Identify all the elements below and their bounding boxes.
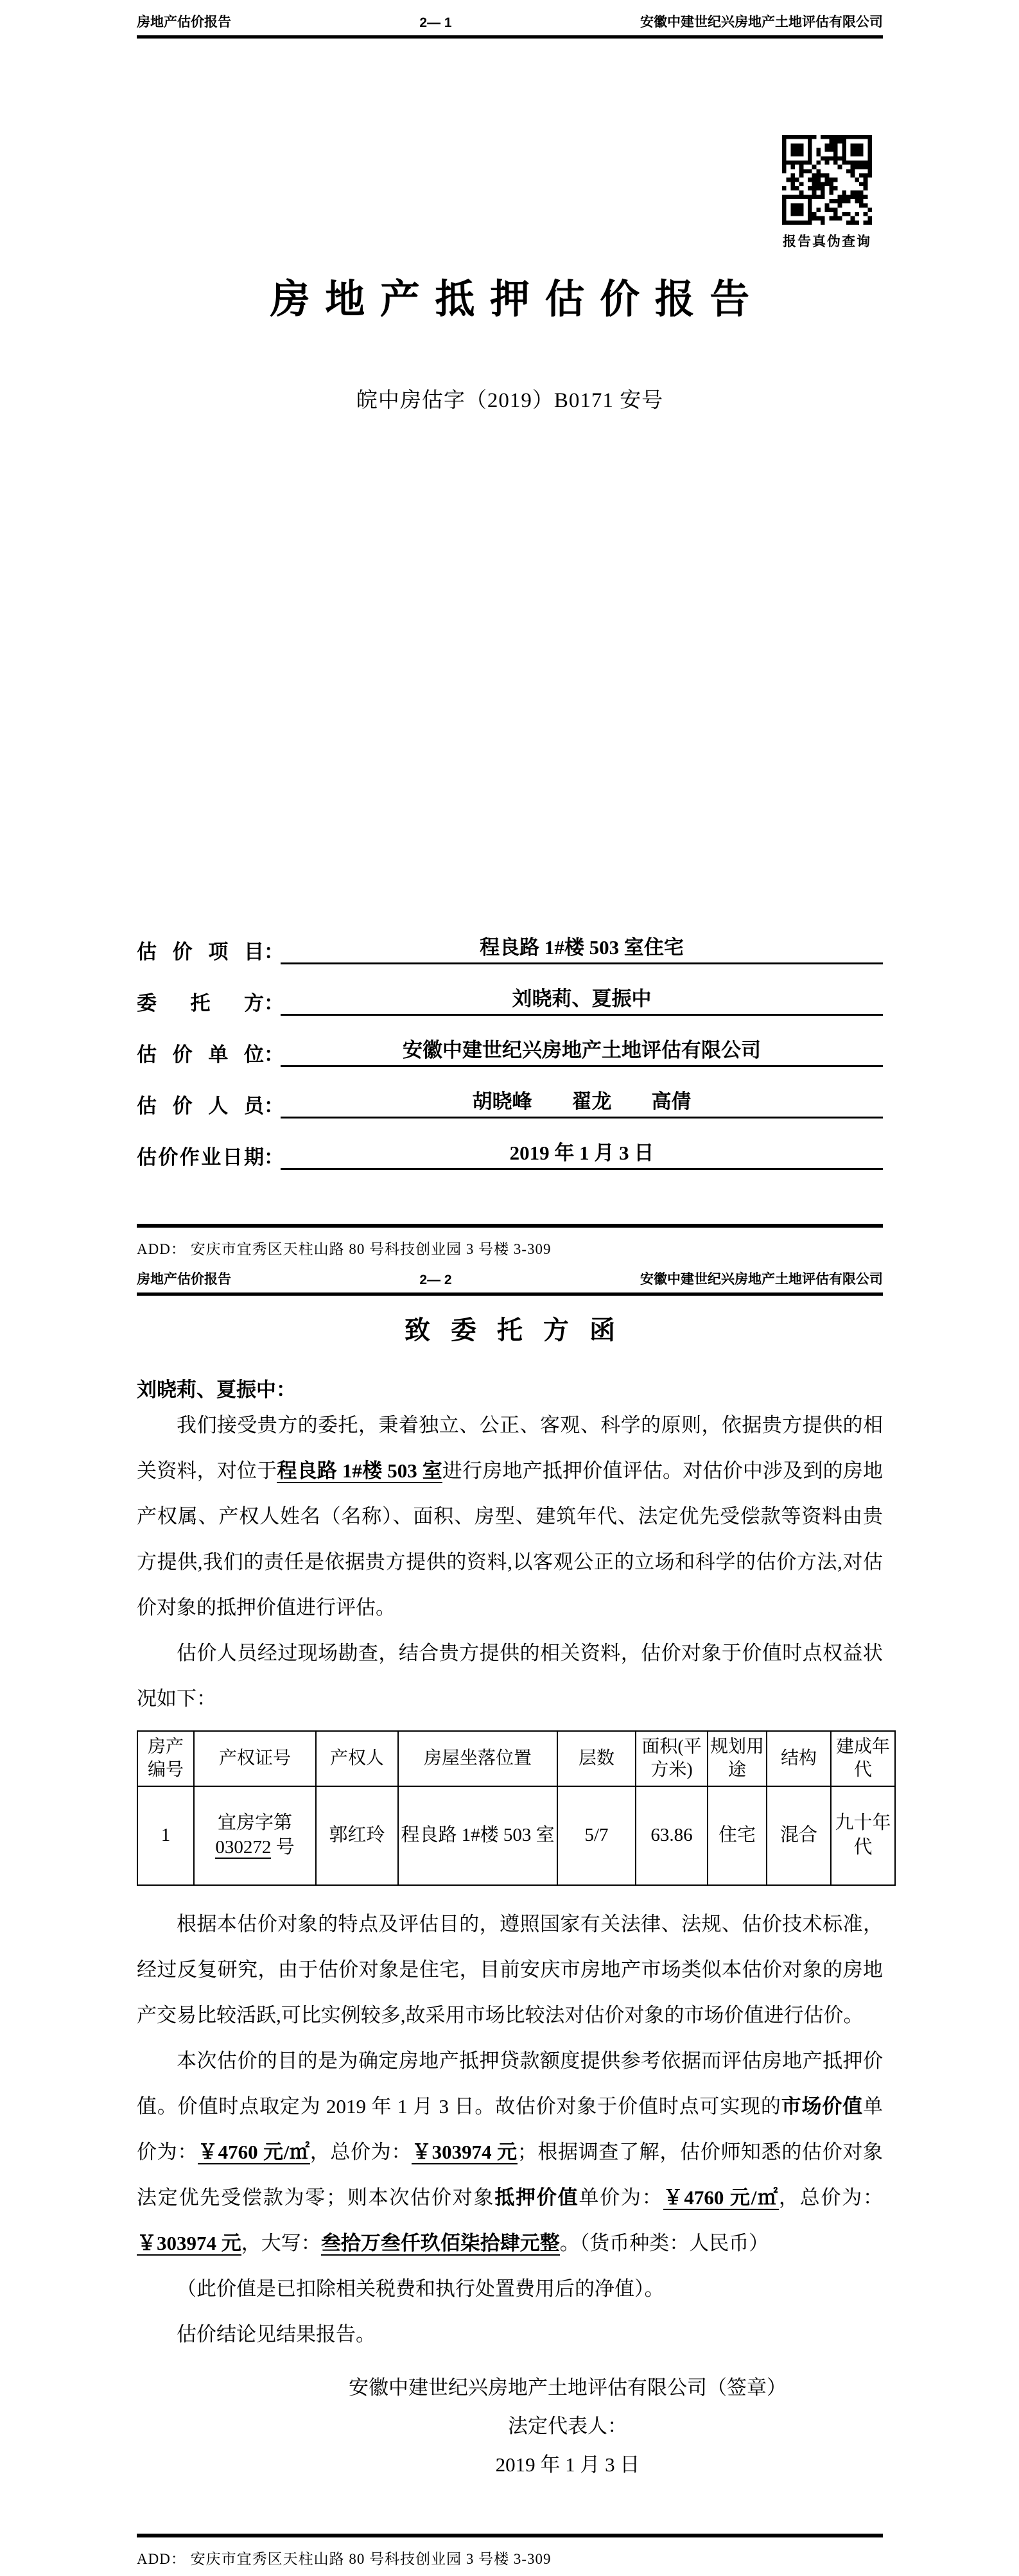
footer-address-2: ADD： 安庆市宜秀区天柱山路 80 号科技创业园 3 号楼 3-309	[137, 2551, 552, 2567]
table-header-cell: 产权人	[316, 1731, 398, 1786]
field-value: 胡晓峰 翟龙 高倩	[281, 1085, 883, 1118]
text-run: 混合	[779, 1825, 817, 1846]
page-header-1	[137, 0, 883, 31]
text-run: （此价值是已扣除相关税费和执行处置费用后的净值）。	[177, 2277, 665, 2300]
letter-paragraph	[137, 2311, 883, 2357]
letter-paragraph	[137, 2038, 883, 2266]
table-header-cell: 结构	[767, 1731, 831, 1786]
text-run: 叁拾万叁仟玖佰柒拾肆元整	[320, 2232, 560, 2254]
table-header-cell: 产权证号	[194, 1731, 316, 1786]
cover-field-row	[137, 1034, 883, 1067]
text-run: 根据本估价对象的特点及评估目的，遵照国家有关法律、法规、估价技术标准，经过反复研究，由于估价对象是住宅，目前安庆市房地产市场类似本估价对象的房地产交易比较活跃,可比实例较多,故采用市场比较法对估价对象的市场价值进行估价。	[137, 1913, 883, 2026]
text-run: 单价为：	[579, 2186, 663, 2209]
cover-field-row	[137, 1136, 883, 1170]
letter-paragraph	[137, 2266, 883, 2311]
letter-title: 致委托方函	[405, 1316, 636, 1345]
field-value: 程良路 1#楼 503 室住宅	[281, 931, 883, 964]
field-label: 估价项目	[137, 941, 264, 963]
text-run: 本次估价的目的是为确定房地产抵押贷款额度提供参考依据而评估房地产抵押价值。价值时点取定为 2019 年 1 月 3 日。故估价对象于价值时点可实现的	[137, 2049, 883, 2118]
table-cell	[708, 1786, 767, 1885]
field-label: 估价作业日期	[137, 1146, 264, 1169]
footer-address-1: ADD： 安庆市宜秀区天柱山路 80 号科技创业园 3 号楼 3-309	[137, 1241, 552, 1257]
text-run: 号	[271, 1837, 295, 1858]
text-run: ，大写：	[241, 2232, 321, 2254]
closing-company: 安徽中建世纪兴房地产土地评估有限公司（签章）	[349, 2376, 787, 2399]
field-colon: ：	[264, 1146, 284, 1169]
table-header-cell: 层数	[557, 1731, 636, 1786]
property-table	[137, 1730, 896, 1886]
text-run: 我们接受贵方的委托，秉着独立、公正、客观、科学的原则，依据贵方提供的相关资料，对位于	[137, 1414, 883, 1482]
text-run: 估价人员经过现场勘查，结合贵方提供的相关资料，估价对象于价值时点权益状况如下：	[137, 1642, 883, 1710]
text-run: 5/7	[584, 1825, 609, 1846]
text-run: 市场价值	[781, 2095, 864, 2118]
qr-block	[779, 135, 875, 250]
text-run: ￥4760 元/㎡	[198, 2141, 310, 2163]
field-value: 2019 年 1 月 3 日	[281, 1136, 883, 1170]
text-run: ；根据调查了解，估价师知悉的估价对象法定优先受偿款为零；则本次估价对象	[137, 2141, 884, 2209]
qr-label: 报告真伪查询	[783, 234, 871, 249]
letter-salutation: 刘晓莉、夏振中：	[137, 1379, 296, 1401]
header-rule-1	[137, 35, 883, 39]
header-page-number: 2— 2	[419, 1273, 452, 1287]
text-run: ￥4760 元/㎡	[663, 2186, 779, 2209]
text-run: 。（货币种类：人民币）	[559, 2232, 769, 2254]
text-run: ￥303974 元	[137, 2232, 241, 2254]
text-run: ，总价为：	[309, 2141, 412, 2163]
table-cell	[398, 1786, 557, 1885]
table-header-cell: 房产编号	[137, 1731, 194, 1786]
qr-code	[782, 135, 872, 225]
table-cell	[557, 1786, 636, 1885]
text-run: ￥303974 元	[412, 2141, 518, 2163]
report-title: 房地产抵押估价报告	[270, 278, 765, 322]
footer-rule-2	[137, 2534, 883, 2537]
text-run: 进行房地产抵押价值评估。对估价中涉及到的房地产权属、产权人姓名（名称）、面积、房型、建筑年代、法定优先受偿款等资料由贵方提供,我们的责任是依据贵方提供的资料,以客观公正的立场和科学的估价方法,对估价对象的抵押价值进行评估。	[137, 1459, 884, 1619]
report-number: 皖中房估字（2019）B0171 安号	[356, 389, 664, 412]
text-run: 程良路 1#楼 503 室	[401, 1825, 555, 1846]
header-company: 安徽中建世纪兴房地产土地评估有限公司	[640, 1272, 883, 1287]
header-doc-title: 房地产估价报告	[137, 15, 231, 30]
text-run: 030272	[215, 1837, 272, 1858]
table-header-cell: 建成年代	[831, 1731, 895, 1786]
text-run: ，总价为：	[778, 2186, 884, 2209]
text-run: 程良路 1#楼 503 室	[277, 1459, 442, 1482]
header-doc-title: 房地产估价报告	[137, 1272, 231, 1287]
table-cell	[767, 1786, 831, 1885]
cover-field-row	[137, 931, 883, 964]
closing-date: 2019 年 1 月 3 日	[495, 2453, 640, 2476]
text-run: 抵押价值	[494, 2186, 579, 2209]
table-cell	[831, 1786, 895, 1885]
table-cell	[316, 1786, 398, 1885]
header-rule-2	[137, 1292, 883, 1296]
text-run: 63.86	[650, 1825, 693, 1846]
text-run: 单价为：	[137, 2095, 884, 2163]
field-label: 估价单位	[137, 1043, 264, 1066]
letter-paragraphs-before-table	[137, 1402, 883, 1721]
text-run: 九十年代	[835, 1813, 891, 1858]
table-cell	[636, 1786, 708, 1885]
table-header-cell: 规划用途	[708, 1731, 767, 1786]
footer-rule-1	[137, 1224, 883, 1228]
text-run: 住宅	[718, 1825, 756, 1846]
page2-footer	[137, 2529, 883, 2568]
letter-paragraphs-after-table	[137, 1901, 883, 2357]
cover-field-row	[137, 1085, 883, 1118]
page-header-2	[137, 1269, 883, 1288]
table-cell	[194, 1786, 316, 1885]
cover-field-row	[137, 982, 883, 1016]
text-run: 郭红玲	[329, 1825, 385, 1846]
field-colon: ：	[264, 941, 284, 963]
field-value: 刘晓莉、夏振中	[281, 982, 883, 1016]
header-page-number: 2— 1	[419, 15, 452, 30]
letter-paragraph	[137, 1901, 883, 2038]
cover-fields	[137, 931, 883, 1170]
table-header-cell: 面积(平方米)	[636, 1731, 708, 1786]
letter-paragraph	[137, 1630, 883, 1721]
field-label: 委托方	[137, 992, 264, 1014]
closing-block	[349, 2369, 787, 2484]
text-run: 1	[161, 1825, 171, 1846]
field-colon: ：	[264, 1043, 284, 1066]
closing-legal-representative: 法定代表人：	[508, 2415, 627, 2437]
header-company: 安徽中建世纪兴房地产土地评估有限公司	[640, 15, 883, 30]
field-value: 安徽中建世纪兴房地产土地评估有限公司	[281, 1034, 883, 1067]
table-header-cell: 房屋坐落位置	[398, 1731, 557, 1786]
table-row	[137, 1786, 895, 1885]
field-colon: ：	[264, 1095, 284, 1117]
letter-paragraph	[137, 1402, 883, 1630]
text-run: 估价结论见结果报告。	[177, 2323, 376, 2345]
field-label: 估价人员	[137, 1095, 264, 1117]
table-cell	[137, 1786, 194, 1885]
field-colon: ：	[264, 992, 284, 1014]
table-header-row	[137, 1731, 895, 1786]
text-run: 宜房字第	[217, 1813, 292, 1834]
